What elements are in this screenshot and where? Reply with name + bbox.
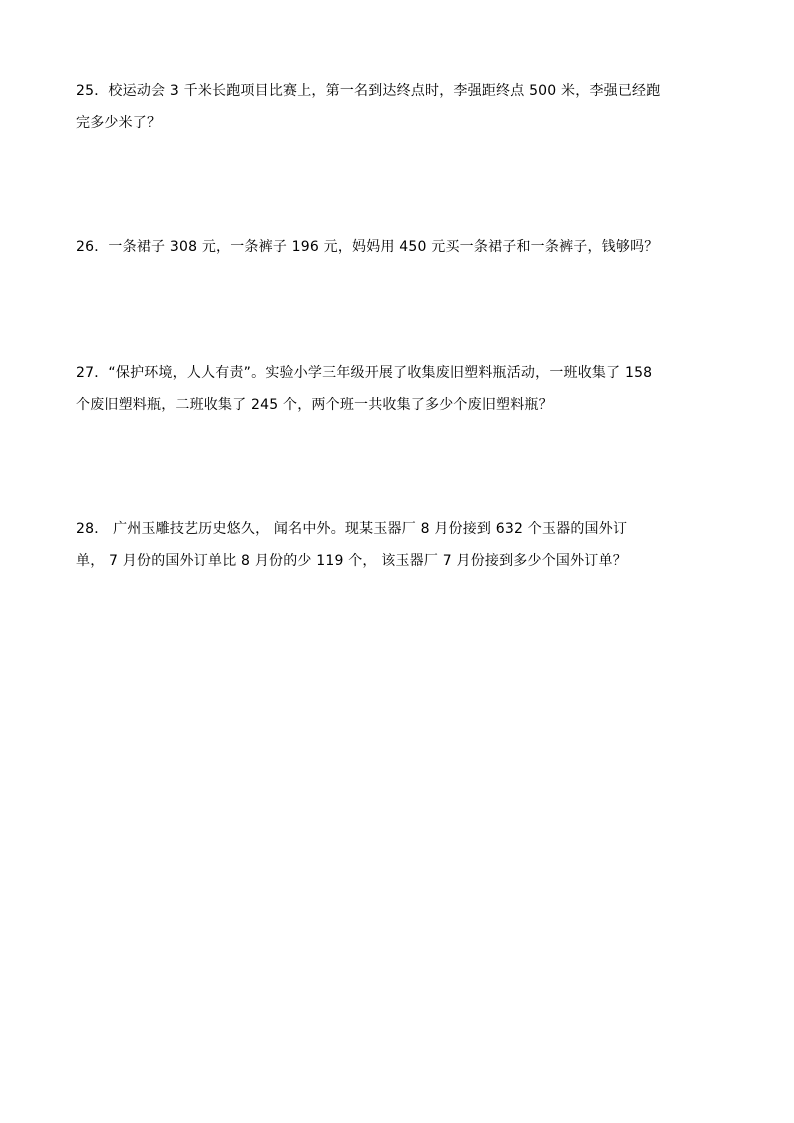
question-25-line-1: 25．校运动会 3 千米长跑项目比赛上，第一名到达终点时，李强距终点 500 米，李强已经跑 <box>76 83 661 99</box>
question-26 <box>76 231 726 263</box>
question-25-line-2: 完多少米了？ <box>76 115 162 131</box>
question-27-line-1: 27．“保护环境，人人有责”。实验小学三年级开展了收集废旧塑料瓶活动，一班收集了 158 <box>76 365 653 381</box>
question-28-line-2: 单， 7 月份的国外订单比 8 月份的少 119 个， 该玉器厂 7 月份接到多少个国外订单？ <box>76 553 627 569</box>
question-26-line-1: 26．一条裙子 308 元，一条裤子 196 元，妈妈用 450 元买一条裙子和一条裤子，钱够吗？ <box>76 239 659 255</box>
question-25 <box>76 75 726 139</box>
question-27 <box>76 357 726 421</box>
question-28 <box>76 513 726 577</box>
question-27-line-2: 个废旧塑料瓶，二班收集了 245 个，两个班一共收集了多少个废旧塑料瓶？ <box>76 397 553 413</box>
question-28-line-1: 28． 广州玉雕技艺历史悠久， 闻名中外。现某玉器厂 8 月份接到 632 个玉器的国外订 <box>76 521 628 537</box>
